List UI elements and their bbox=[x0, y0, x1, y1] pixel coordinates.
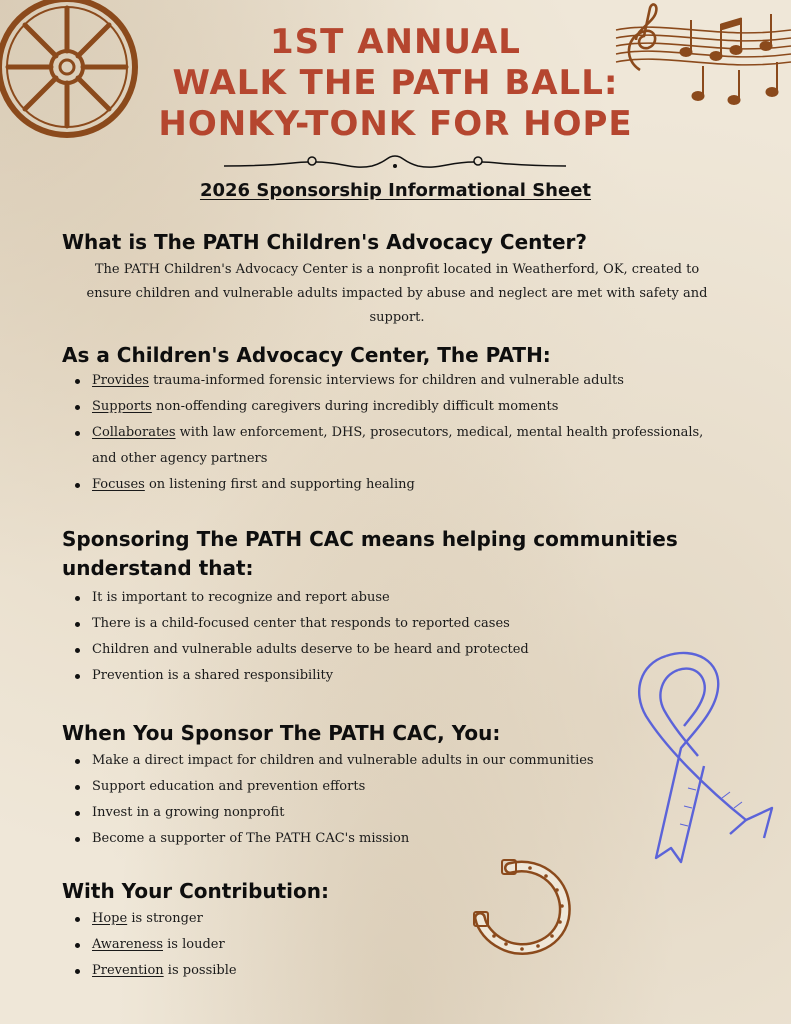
list-item bbox=[73, 368, 728, 394]
cac-list bbox=[73, 368, 728, 498]
list-item-lead: Collaborates bbox=[92, 425, 176, 440]
contribution-heading: With Your Contribution: bbox=[62, 879, 330, 903]
list-item-lead: Awareness bbox=[92, 937, 163, 952]
list-item: It is important to recognize and report abuse bbox=[73, 585, 728, 611]
list-item-lead: Prevention bbox=[92, 963, 164, 978]
list-item bbox=[73, 906, 728, 932]
event-title-line-1: 1ST ANNUAL bbox=[270, 22, 521, 62]
list-item-text: on listening first and supporting healing bbox=[144, 477, 415, 492]
list-item: Make a direct impact for children and vulnerable adults in our communities bbox=[73, 748, 728, 774]
event-title-line-2: WALK THE PATH BALL: bbox=[172, 63, 619, 103]
list-item: Prevention is a shared responsibility bbox=[73, 663, 728, 689]
list-item: Become a supporter of The PATH CAC's mission bbox=[73, 826, 728, 852]
contribution-list bbox=[73, 906, 728, 984]
list-item bbox=[73, 958, 728, 984]
about-heading: What is The PATH Children's Advocacy Center? bbox=[62, 230, 587, 254]
list-item: Support education and prevention efforts bbox=[73, 774, 728, 800]
when-sponsor-list bbox=[73, 748, 728, 852]
sponsoring-heading: Sponsoring The PATH CAC means helping communities understand that: bbox=[62, 527, 678, 580]
list-item bbox=[73, 472, 728, 498]
cac-heading: As a Children's Advocacy Center, The PATH: bbox=[62, 343, 551, 367]
list-item-lead: Supports bbox=[92, 399, 152, 414]
list-item-text: with law enforcement, DHS, prosecutors, medical, mental health professionals, and other agency partners bbox=[92, 425, 704, 466]
list-item-lead: Provides bbox=[92, 373, 149, 388]
list-item-text: is louder bbox=[163, 937, 225, 952]
list-item-lead: Focuses bbox=[92, 477, 145, 492]
list-item bbox=[73, 394, 728, 420]
list-item: There is a child-focused center that responds to reported cases bbox=[73, 611, 728, 637]
list-item: Children and vulnerable adults deserve to be heard and protected bbox=[73, 637, 728, 663]
when-sponsor-heading: When You Sponsor The PATH CAC, You: bbox=[62, 721, 501, 745]
list-item bbox=[73, 932, 728, 958]
list-item bbox=[73, 420, 728, 472]
list-item-text: trauma-informed forensic interviews for children and vulnerable adults bbox=[148, 373, 624, 388]
about-text: The PATH Children's Advocacy Center is a nonprofit located in Weatherford, OK, created to ensure children and vulnerable adults impacted by abuse and neglect are met with safety and support. bbox=[86, 262, 708, 325]
list-item-text: is stronger bbox=[127, 911, 203, 926]
list-item-text: non-offending caregivers during incredibly difficult moments bbox=[151, 399, 559, 414]
event-title-line-3: HONKY-TONK FOR HOPE bbox=[158, 104, 633, 144]
list-item: Invest in a growing nonprofit bbox=[73, 800, 728, 826]
subtitle: 2026 Sponsorship Informational Sheet bbox=[199, 180, 592, 201]
list-item-lead: Hope bbox=[92, 911, 128, 926]
flourish-divider bbox=[222, 150, 568, 176]
list-item-text: is possible bbox=[163, 963, 237, 978]
